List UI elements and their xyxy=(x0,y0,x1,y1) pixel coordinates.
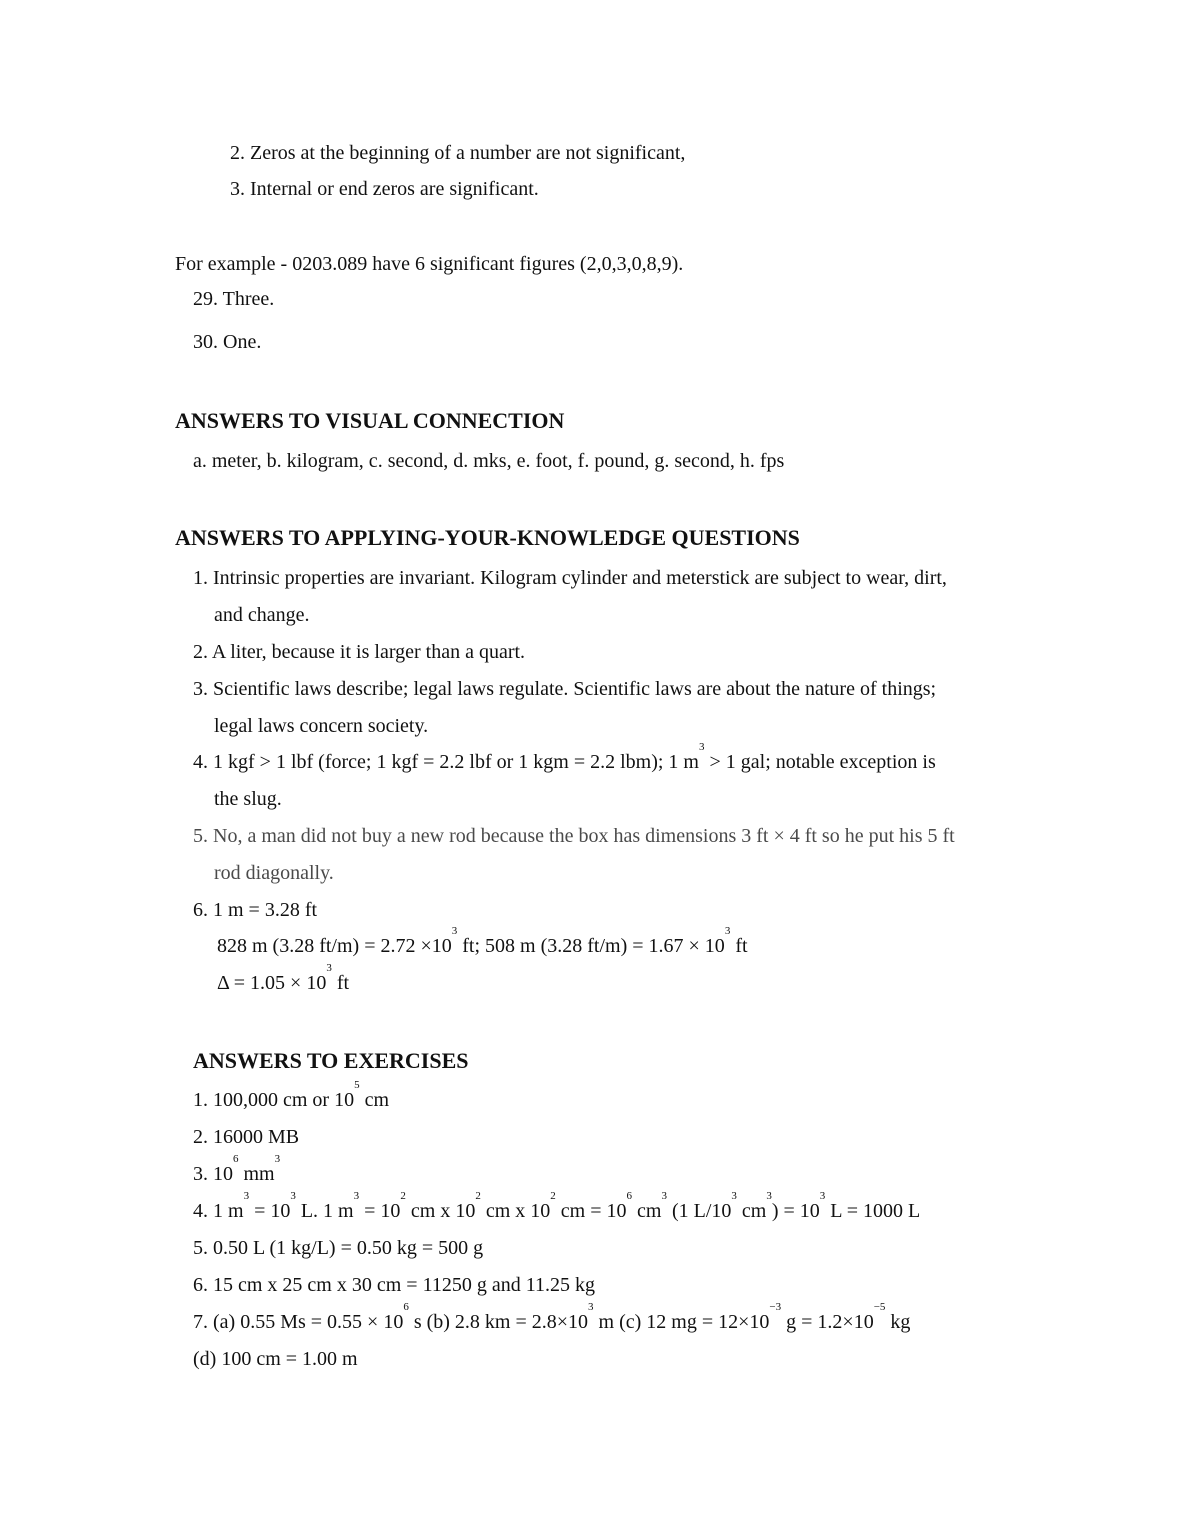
answer-6-text-c: ft xyxy=(730,935,748,957)
answer-6-text-b: ft; 508 m (3.28 ft/m) = 1.67 × 10 xyxy=(457,935,725,957)
exercise-4-x1: 3 xyxy=(243,1190,250,1202)
answer-30: 30. One. xyxy=(193,331,262,353)
answer-6-delta-unit: ft xyxy=(331,972,350,994)
answer-29: 29. Three. xyxy=(193,288,275,310)
exercise-1-text-a: 1. 100,000 cm or 10 xyxy=(193,1089,355,1111)
applying-answer-6-line-1: 6. 1 m = 3.28 ft xyxy=(193,899,318,921)
exercise-4-x10: 3 xyxy=(766,1190,772,1202)
applying-answer-3-line-2: legal laws concern society. xyxy=(214,715,429,737)
applying-answer-6-line-3 xyxy=(217,962,350,995)
exercise-7-x2: 3 xyxy=(588,1301,594,1313)
exercise-4-x2: 3 xyxy=(290,1190,296,1202)
exercise-7 xyxy=(193,1301,911,1334)
answer-6-delta-exp: 3 xyxy=(326,962,332,974)
exercise-7-t1: 7. (a) 0.55 Ms = 0.55 × 10 xyxy=(193,1311,404,1333)
example-text: For example - 0203.089 have 6 significant figures (2,0,3,0,8,9). xyxy=(175,253,684,275)
exercise-4-t1: 4. 1 m xyxy=(193,1200,244,1222)
applying-knowledge-heading: ANSWERS TO APPLYING-YOUR-KNOWLEDGE QUESTIONS xyxy=(175,525,800,550)
exercise-4 xyxy=(193,1190,921,1223)
exercise-7-t3: m (c) 12 mg = 12×10 xyxy=(593,1311,770,1333)
exercise-4-x6: 2 xyxy=(550,1190,556,1202)
exercise-4-t8: cm xyxy=(632,1200,662,1222)
applying-answer-4-line-1 xyxy=(193,741,936,774)
applying-answer-5-line-2: rod diagonally. xyxy=(214,862,334,884)
exercise-3-exp-1: 6 xyxy=(233,1153,239,1165)
exercise-1-exp: 5 xyxy=(354,1079,360,1091)
exercise-3-exp-2: 3 xyxy=(274,1153,281,1165)
exercise-3-text-b: mm xyxy=(238,1163,275,1185)
rule-3: 3. Internal or end zeros are significant. xyxy=(230,178,539,200)
exercise-4-t4: = 10 xyxy=(359,1200,401,1222)
exercise-1 xyxy=(193,1079,390,1112)
answer-4-text-a: 4. 1 kgf > 1 lbf (force; 1 kgf = 2.2 lbf or 1 kgm = 2.2 lbm); 1 m xyxy=(193,751,699,773)
applying-answer-3-line-1: 3. Scientific laws describe; legal laws regulate. Scientific laws are about the nature of things; xyxy=(193,678,937,700)
exercise-7-x3: −3 xyxy=(769,1301,782,1313)
answer-6-exp-1: 3 xyxy=(451,925,458,937)
applying-answer-2: 2. A liter, because it is larger than a quart. xyxy=(193,641,526,663)
exercise-4-x5: 2 xyxy=(475,1190,481,1202)
exercise-4-t6: cm x 10 xyxy=(480,1200,551,1222)
exercise-4-t11: ) = 10 xyxy=(771,1200,820,1222)
rule-2: 2. Zeros at the beginning of a number are not significant, xyxy=(230,142,686,164)
exercise-4-x11: 3 xyxy=(819,1190,826,1202)
answer-4-text-b: > 1 gal; notable exception is xyxy=(704,751,936,773)
exercise-7-x1: 6 xyxy=(403,1301,409,1313)
exercise-4-x3: 3 xyxy=(353,1190,360,1202)
applying-answer-1-line-1: 1. Intrinsic properties are invariant. Kilogram cylinder and meterstick are subject to wear, dirt, xyxy=(193,567,947,589)
exercise-4-t3: L. 1 m xyxy=(295,1200,354,1222)
exercise-5: 5. 0.50 L (1 kg/L) = 0.50 kg = 500 g xyxy=(193,1237,484,1259)
answer-6-text-a: 828 m (3.28 ft/m) = 2.72 ×10 xyxy=(217,935,452,957)
exercise-7-x4: −5 xyxy=(873,1301,886,1313)
exercise-3 xyxy=(193,1153,281,1186)
answer-6-exp-2: 3 xyxy=(724,925,731,937)
applying-answer-1-line-2: and change. xyxy=(214,604,310,626)
exercise-4-t10: cm xyxy=(736,1200,767,1222)
exercise-4-x8: 3 xyxy=(661,1190,667,1202)
answer-4-exponent: 3 xyxy=(699,741,705,753)
exercise-4-t7: cm = 10 xyxy=(555,1200,627,1222)
applying-answer-6-line-2 xyxy=(217,925,748,958)
exercise-6: 6. 15 cm x 25 cm x 30 cm = 11250 g and 11.25 kg xyxy=(193,1274,595,1296)
exercise-4-x4: 2 xyxy=(400,1190,406,1202)
visual-connection-answers: a. meter, b. kilogram, c. second, d. mks, e. foot, f. pound, g. second, h. fps xyxy=(193,450,785,472)
exercise-3-text-a: 3. 10 xyxy=(193,1163,233,1185)
exercise-4-t2: = 10 xyxy=(249,1200,291,1222)
exercise-4-t12: L = 1000 L xyxy=(825,1200,921,1222)
exercise-4-x9: 3 xyxy=(731,1190,737,1202)
exercise-4-t9: (1 L/10 xyxy=(666,1200,732,1222)
answer-6-delta-text: Δ = 1.05 × 10 xyxy=(217,972,327,994)
exercise-4-x7: 6 xyxy=(626,1190,632,1202)
exercise-2: 2. 16000 MB xyxy=(193,1126,300,1148)
exercise-7-t4: g = 1.2×10 xyxy=(781,1311,874,1333)
applying-answer-5-line-1: 5. No, a man did not buy a new rod because the box has dimensions 3 ft × 4 ft so he put his 5 ft xyxy=(193,825,955,847)
exercise-7-t5: kg xyxy=(885,1311,911,1333)
exercise-7-d: (d) 100 cm = 1.00 m xyxy=(193,1348,358,1370)
exercise-1-text-b: cm xyxy=(359,1089,390,1111)
exercises-heading: ANSWERS TO EXERCISES xyxy=(193,1048,469,1073)
exercise-4-t5: cm x 10 xyxy=(405,1200,476,1222)
visual-connection-heading: ANSWERS TO VISUAL CONNECTION xyxy=(175,408,565,433)
applying-answer-4-line-2: the slug. xyxy=(214,788,282,810)
exercise-7-t2: s (b) 2.8 km = 2.8×10 xyxy=(408,1311,589,1333)
